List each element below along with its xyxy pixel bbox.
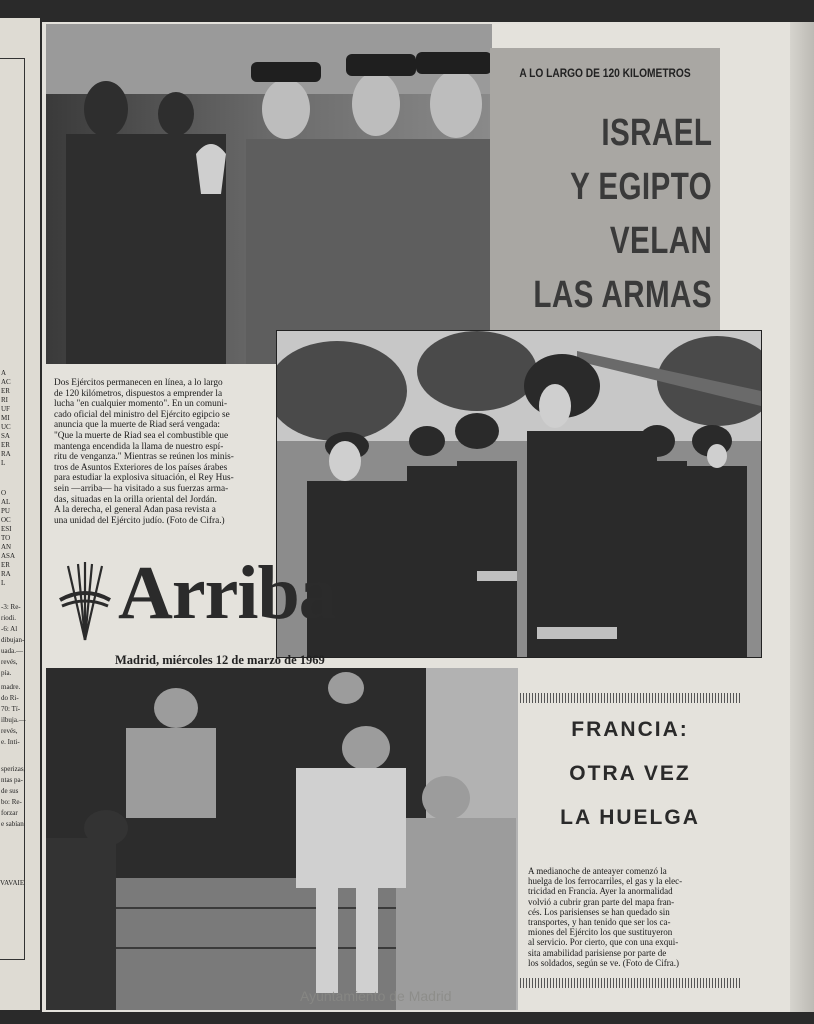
left-page-text-fragment: forzar	[1, 809, 18, 817]
caption-line: de 120 kilómetros, dispuestos a emprender la	[54, 388, 223, 399]
yoke-and-arrows-logo	[58, 562, 112, 642]
top-headline-line-2: Y EGIPTO	[569, 166, 712, 208]
left-page-text-fragment: bo: Re-	[1, 798, 22, 806]
strike-truck-photo	[46, 668, 518, 1010]
left-page-text-fragment: ntas pa-	[1, 776, 23, 784]
left-page-text-fragment: ESI	[1, 525, 12, 533]
hussein-troops-photo	[46, 24, 492, 364]
caption-line: tros de Asuntos Exteriores de los países árabes	[54, 462, 228, 473]
caption-line: para estudiar la explosiva situación, el Rey Hus-	[54, 473, 234, 484]
bottom-headline-line-2: OTRA VEZ	[569, 762, 691, 785]
left-page-text-fragment: do Ri-	[1, 694, 19, 702]
left-page-text-fragment: UC	[1, 423, 11, 431]
caption-line: mantenga encendida la llama de nuestro espí-	[54, 441, 224, 452]
left-page-text-fragment: ER	[1, 561, 10, 569]
left-page-text-fragment: madre.	[1, 683, 21, 691]
headline-rule-bottom	[520, 978, 740, 988]
caption-line: cés. Los parisienses se han quedado sin	[528, 906, 670, 917]
top-headline-line-4: LAS ARMAS	[533, 274, 712, 316]
left-page-text-fragment: pía.	[1, 669, 12, 677]
adan-review-photo	[276, 330, 762, 658]
caption-line: sita amabilidad parisiense por parte de	[528, 947, 667, 958]
left-page-text-fragment: 70: Tí-	[1, 705, 21, 713]
left-page-text-fragment: ASA	[1, 552, 16, 560]
left-page-text-fragment: TO	[1, 534, 11, 542]
caption-line: A la derecha, el general Adan pasa revista a	[54, 505, 216, 516]
caption-line: "Que la muerte de Riad sea el combustible que	[54, 430, 229, 441]
caption-line: miones del Ejército los que sustituyeron	[528, 927, 673, 938]
page-edge-shadow	[790, 22, 814, 1012]
left-page-text-fragment: RA	[1, 450, 11, 458]
left-page-text-fragment: RI	[1, 396, 8, 404]
bottom-caption	[528, 866, 740, 968]
top-headline-line-1: ISRAEL	[600, 112, 712, 154]
caption-line: das, situadas en la orilla oriental del Jordán.	[54, 494, 217, 505]
left-page-text-fragment: RA	[1, 570, 11, 578]
bottom-headline-line-1: FRANCIA:	[571, 718, 689, 741]
top-headline-line-3: VELAN	[609, 220, 712, 262]
watermark: Ayuntamiento de Madrid	[300, 988, 452, 1004]
left-page-edge	[0, 18, 40, 1010]
caption-line: A medianoche de anteayer comenzó la	[528, 866, 667, 876]
headline-rule-top	[520, 693, 740, 703]
left-page-text-fragment: sperizas,	[1, 765, 26, 773]
left-page-text-fragment: A	[1, 369, 7, 377]
left-page-text-fragment: MI	[1, 414, 10, 422]
left-page-text-fragment: PU	[1, 507, 10, 515]
caption-line: huelga de los ferrocarriles, el gas y la elec-	[528, 876, 683, 887]
left-page-text-fragment: SA	[1, 432, 10, 440]
caption-line: ritu de venganza." Mientras se reúnen los minis-	[54, 452, 234, 463]
left-page-text-fragment: uada.—	[1, 647, 23, 655]
caption-line: lucha "en cualquier momento". En un comuni-	[54, 399, 228, 410]
caption-line: al servicio. Por cierto, que con una exqui-	[528, 937, 679, 948]
caption-line: anuncia que la muerte de Riad será vengada:	[54, 420, 220, 431]
masthead-logo: Arriba	[118, 551, 336, 635]
left-page-text-fragment: AL	[1, 498, 11, 506]
left-page-text-fragment: revés,	[1, 658, 18, 666]
left-page-text-fragment: dibujan-	[1, 636, 25, 644]
left-page-text-fragment: ilbuja.—	[1, 716, 26, 724]
left-page-text-fragment: UF	[1, 405, 10, 413]
caption-line: volvió a cubrir gran parte del mapa fran-	[528, 896, 675, 907]
left-page-text-fragment: O	[1, 489, 7, 497]
caption-line: Dos Ejércitos permanecen en línea, a lo largo	[54, 378, 223, 388]
left-page-text-fragment: e sabían	[1, 820, 24, 828]
caption-line: cado oficial del ministro del Ejército egipcio se	[54, 409, 230, 420]
left-page-text-fragment: de sus	[1, 787, 19, 795]
left-page-text-fragment: -3: Re-	[1, 603, 21, 611]
left-page-text-fragment: ER	[1, 441, 10, 449]
left-page-text-fragment: revés,	[1, 727, 18, 735]
left-page-text-fragment: riodi.	[1, 614, 16, 622]
left-page-text-fragment: ER	[1, 387, 10, 395]
headline-box	[490, 48, 720, 330]
left-page-text-fragment: L	[1, 579, 6, 587]
bottom-headline-line-3: LA HUELGA	[560, 806, 700, 829]
caption-line: los soldados, según se ve. (Foto de Cifra.)	[528, 957, 679, 968]
left-page-text-fragment: -6: Al	[1, 625, 18, 633]
masthead-date: Madrid, miércoles 12 de marzo de 1969	[115, 653, 325, 667]
left-page-fragment-f: VAVAIE	[0, 879, 25, 887]
caption-line: una unidad del Ejército judío. (Foto de Cifra.)	[54, 515, 225, 526]
left-page-text-fragment: e. Inti-	[1, 738, 20, 746]
left-page-text-fragment: OC	[1, 516, 11, 524]
left-page-text-fragment: AC	[1, 378, 11, 386]
caption-line: transportes, y han tenido que ser los ca-	[528, 917, 671, 928]
caption-line: tricidad en Francia. Ayer la anormalidad	[528, 886, 673, 897]
top-caption	[54, 378, 268, 526]
caption-line: sein —arriba— ha visitado a sus fuerzas arma-	[54, 483, 229, 494]
left-page-text-fragment: AN	[1, 543, 12, 551]
left-page-text-fragment: L	[1, 459, 6, 467]
top-kicker: A LO LARGO DE 120 KILOMETROS	[519, 66, 691, 80]
